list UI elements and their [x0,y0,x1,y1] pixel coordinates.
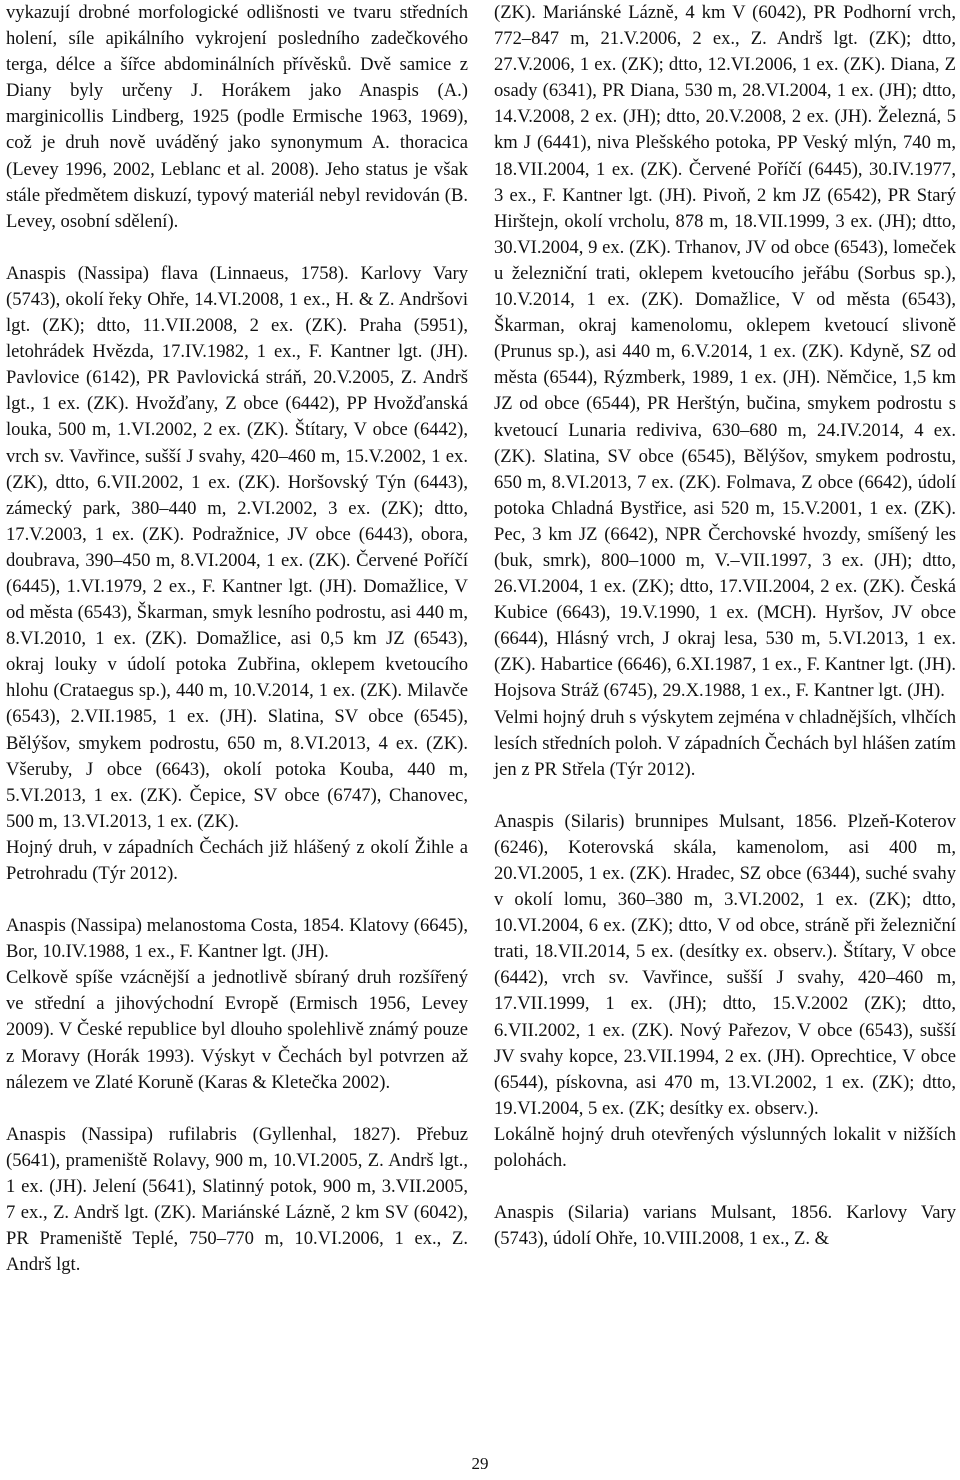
paragraph-thoracica-note: vykazují drobné morfologické odlišnosti ve tvaru středních holení, síle apikálního vykrojení posledního zadečkového terga, délce a šířce abdominálních přívěsků. Dvě samice z Diany byly určeny J. Horákem jako Anaspis (A.) marginicollis Lindberg, 1925 (podle Ermische 1963, 1969), což je druh nově uváděný jako synonymum A. thoracica (Levey 1996, 2002, Leblanc et al. 2008). Jeho status je však stále předmětem diskuzí, typový materiál nebyl revidován (B. Levey, osobní sdělení). [6,2,468,232]
paragraph-rufilabris-note: Velmi hojný druh s výskytem zejména v chladnějších, vlhčích lesích středních poloh. V západních Čechách byl hlášen zatím jen z PR Střela (Týr 2012). [494,706,956,780]
page-number: 29 [471,1454,489,1473]
species-entry-flava: Anaspis (Nassipa) flava (Linnaeus, 1758). Karlovy Vary (5743), okolí řeky Ohře, 14.VI.2008, 1 ex., H. & Z. Andršovi lgt. (ZK); dtto, 11.VII.2008, 2 ex. (ZK). Praha (5951), letohrádek Hvězda, 17.IV.1982, 1 ex., F. Kantner lgt. (JH). Pavlovice (6142), PR Pavlovická stráň, 20.V.2005, Z. Andrš lgt., 1 ex. (ZK). Hvožďany, Z obce (6442), PP Hvožďanská louka, 500 m, 1.VI.2002, 2 ex. (ZK). Štítary, V obce (6442), vrch sv. Vavřince, sušší J svahy, 420–460 m, 15.V.2002, 1 ex. (ZK), dtto, 6.VII.2002, 1 ex. (ZK). Horšovský Týn (6443), zámecký park, 380–440 m, 2.VI.2002, 3 ex. (ZK); dtto, 17.V.2003, 1 ex. (ZK). Podražnice, JV obce (6443), obora, doubrava, 390–450 m, 8.VI.2004, 1 ex. (ZK). Červené Poříčí (6445), 1.VI.1979, 2 ex., F. Kantner lgt. (JH). Domažlice, V od města (6543), Škarman, smyk lesního podrostu, asi 440 m, 8.VI.2010, 1 ex. (ZK). Domažlice, asi 0,5 km JZ (6543), okraj louky v údolí potoka Zubřina, oklepem kvetoucího hlohu (Crataegus sp.), 440 m, 10.V.2014, 1 ex. (ZK). Milavče (6543), 2.VII.1985, 1 ex. (JH). Slatina, SV obce (6545), Bělýšov, smykem podrostu, 650 m, 8.VI.2013, 4 ex. (ZK). Všeruby, J obce (6643), okolí potoka Kouba, 440 m, 5.VI.2013, 1 ex. (ZK). Čepice, SV obce (6747), Chanovec, 500 m, 13.VI.2013, 1 ex. (ZK). [6,262,468,832]
paragraph-melanostoma-note: Celkově spíše vzácnější a jednotlivě sbíraný druh rozšířený ve střední a jihovýchodní Evropě (Ermisch 1956, Levey 2009). V České republice byl dlouho spolehlivě známý pouze z Moravy (Horák 1993). Výskyt v Čechách byl potvrzen až nálezem ve Zlaté Koruně (Karas & Kletečka 2002). [6,967,468,1093]
species-entry-varians: Anaspis (Silaria) varians Mulsant, 1856. Karlovy Vary (5743), údolí Ohře, 10.VIII.2008, 1 ex., Z. & [494,1202,956,1250]
left-column [6,0,468,1278]
paragraph-brunnipes-note: Lokálně hojný druh otevřených výslunných lokalit v nižších polohách. [494,1123,956,1172]
species-entry-brunnipes: Anaspis (Silaris) brunnipes Mulsant, 1856. Plzeň-Koterov (6246), Koterovská skála, kamenolom, asi 400 m, 20.VI.2005, 1 ex. (ZK). Hradec, SZ obce (6344), suché svahy v okolí lomu, 360–380 m, 3.VI.2002, 1 ex. (ZK); dtto, 10.VI.2004, 6 ex. (ZK); dtto, V od obce, stráně při železniční trati, 18.VII.2014, 5 ex. (desítky ex. observ.). Štítary, V obce (6442), vrch sv. Vavřince, sušší J svahy, 420–460 m, 17.VII.1999, 1 ex. (JH); dtto, 15.V.2002 (ZK); dtto, 6.VII.2002, 1 ex. (ZK). Nový Pařezov, V obce (6543), sušší JV svahy kopce, 23.VII.1994, 2 ex. (JH). Oprechtice, V obce (6544), pískovna, asi 470 m, 13.VI.2002, 1 ex. (ZK); dtto, 19.VI.2004, 5 ex. (ZK; desítky ex. observ.). [494,810,956,1119]
rufilabris-records-continued: (ZK). Mariánské Lázně, 4 km V (6042), PR Podhorní vrch, 772–847 m, 21.V.2006, 2 ex., Z. Andrš lgt. (ZK); dtto, 27.V.2006, 1 ex. (ZK); dtto, 12.VI.2006, 1 ex. (ZK). Diana, Z osady (6341), PR Diana, 530 m, 28.VI.2004, 1 ex. (JH); dtto, 14.V.2008, 2 ex. (JH); dtto, 20.V.2008, 2 ex. (JH). Železná, 5 km J (6441), niva Plešského potoka, PP Veský mlýn, 740 m, 18.VII.2004, 1 ex. (ZK). Červené Poříčí (6445), 30.IV.1977, 3 ex., F. Kantner lgt. (JH). Pivoň, 2 km JZ (6542), PR Starý Hirštejn, okolí vrcholu, 878 m, 18.VII.1999, 3 ex. (JH); dtto, 30.VI.2004, 9 ex. (ZK). Trhanov, JV od obce (6543), lomeček u železniční trati, oklepem kvetoucího jeřábu (Sorbus sp.), 10.V.2014, 1 ex. (ZK). Domažlice, V od města (6543), Škarman, okraj kamenolomu, oklepem kvetoucí slivoně (Prunus sp.), asi 440 m, 6.V.2014, 1 ex. (ZK). Kdyně, SZ od města (6544), Rýzmberk, 1989, 1 ex. (JH). Němčice, 1,5 km JZ od obce (6544), PR Herštýn, bučina, smykem podrostu s kvetoucí Lunaria rediviva, 630–680 m, 24.IV.2014, 4 ex. (ZK). Slatina, SV obce (6545), Bělýšov, smykem podrostu, 650 m, 8.VI.2013, 7 ex. (ZK). Folmava, Z obce (6642), údolí potoka Chladná Bystřice, asi 520 m, 15.V.2001, 1 ex. (ZK). Pec, 3 km JZ (6642), NPR Čerchovské hvozdy, smíšený les (buk, smrk), 800–1000 m, V.–VII.1997, 3 ex. (JH); dtto, 26.VI.2004, 1 ex. (ZK); dtto, 17.VII.2004, 2 ex. (ZK). Česká Kubice (6643), 19.V.1990, 1 ex. (MCH). Hyršov, JV obce (6644), Hlásný vrch, J okraj lesa, 530 m, 5.VI.2013, 1 ex. (ZK). Habartice (6646), 6.XI.1987, 1 ex., F. Kantner lgt. (JH). Hojsova Stráž (6745), 29.X.1988, 1 ex., F. Kantner lgt. (JH). [494,2,956,702]
species-entry-rufilabris: Anaspis (Nassipa) rufilabris (Gyllenhal, 1827). Přebuz (5641), prameniště Rolavy, 900 m, 10.VI.2005, Z. Andrš lgt., 1 ex. (JH). Jelení (5641), Slatinný potok, 900 m, 3.VII.2005, 7 ex., Z. Andrš lgt. (ZK). Mariánské Lázně, 2 km SV (6042), PR Prameniště Teplé, 750–770 m, 10.VI.2006, 1 ex., Z. Andrš lgt. [6,1123,468,1276]
paragraph-flava-note: Hojný druh, v západních Čechách již hlášený z okolí Žihle a Petrohradu (Týr 2012). [6,836,468,884]
right-column [494,0,956,1252]
species-entry-melanostoma: Anaspis (Nassipa) melanostoma Costa, 1854. Klatovy (6645), Bor, 10.IV.1988, 1 ex., F. Kantner lgt. (JH). [6,915,468,963]
